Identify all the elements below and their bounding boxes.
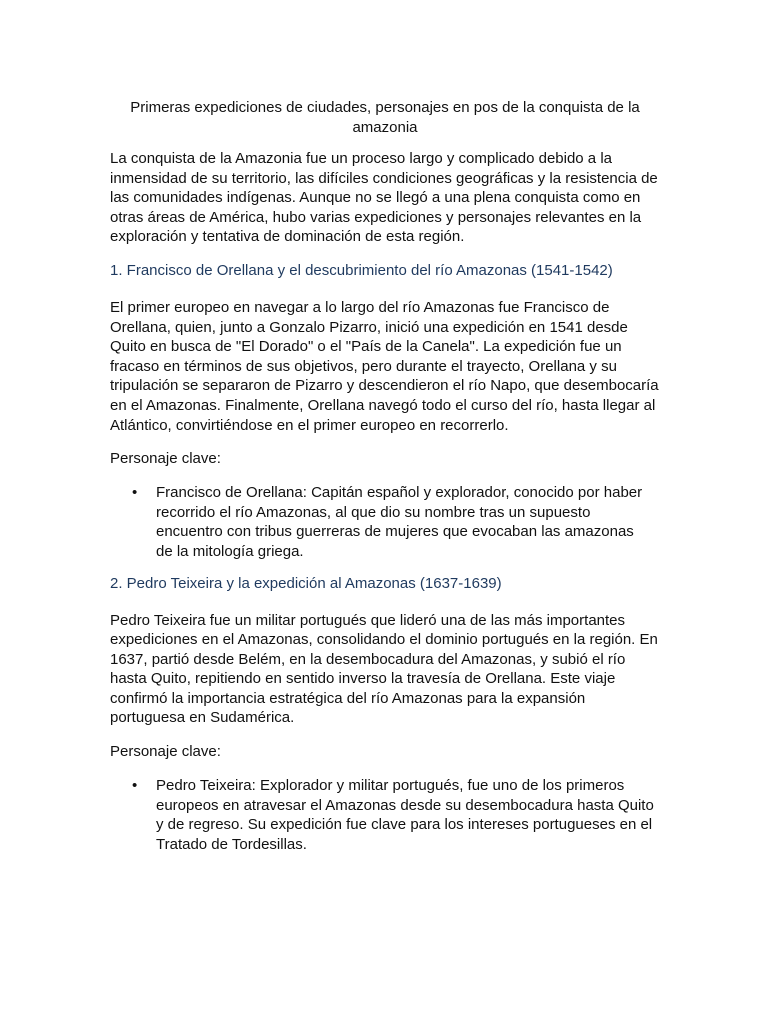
key-character-list [110,776,660,854]
key-character-label: Personaje clave: [110,743,221,761]
key-character-label: Personaje clave: [110,450,221,468]
bullet-icon: • [132,484,138,502]
section-heading: 1. Francisco de Orellana y el descubrimiento del río Amazonas (1541-1542) [110,261,613,279]
list-item-text: Francisco de Orellana: Capitán español y explorador, conocido por haber recorrido el río Amazonas, al que dio su nombre tras un supuesto encuentro con tribus guerreras de mujeres que evocaban las amazonas de la mitología griega. [156,484,643,560]
section-paragraph: Pedro Teixeira fue un militar portugués que lideró una de las más importantes expediciones en el Amazonas, consolidando el dominio portugués en la región. En 1637, partió desde Belém, en la desembocadura del Amazonas, y subió el río hasta Quito, repitiendo en sentido inverso la travesía de Orellana. Este viaje confirmó la importancia estratégica del río Amazonas para la expansión portuguesa en Sudamérica. [110,611,658,727]
key-character-list [110,483,660,561]
bullet-icon: • [132,777,138,795]
section-paragraph: El primer europeo en navegar a lo largo del río Amazonas fue Francisco de Orellana, quien, junto a Gonzalo Pizarro, inició una expedición en 1541 desde Quito en busca de "El Dorado" o el "País de la Canela". La expedición fue un fracaso en términos de sus objetivos, pero durante el trayecto, Orellana y su tripulación se separaron de Pizarro y descendieron el río Napo, que desembocaría en el Amazonas. Finalmente, Orellana navegó todo el curso del río, hasta llegar al Atlántico, convirtiéndose en el primer europeo en recorrerlo. [110,298,659,434]
section-teixeira [110,574,660,855]
section-orellana [110,261,660,562]
list-item [110,483,660,561]
document-page [110,98,660,866]
intro-paragraph: La conquista de la Amazonia fue un proceso largo y complicado debido a la inmensidad de su territorio, las difíciles condiciones geográficas y la resistencia de las comunidades indígenas. Aunque no se llegó a una plena conquista como en otras áreas de América, hubo varias expediciones y personajes relevantes en la exploración y tentativa de dominación de esta región. [110,150,658,246]
document-title: Primeras expediciones de ciudades, personajes en pos de la conquista de la amazonia [130,99,640,136]
list-item [110,776,660,854]
section-heading: 2. Pedro Teixeira y la expedición al Amazonas (1637-1639) [110,574,502,592]
list-item-text: Pedro Teixeira: Explorador y militar portugués, fue uno de los primeros europeos en atravesar el Amazonas desde su desembocadura hasta Quito y de regreso. Su expedición fue clave para los intereses portugueses en el Tratado de Tordesillas. [156,777,654,853]
